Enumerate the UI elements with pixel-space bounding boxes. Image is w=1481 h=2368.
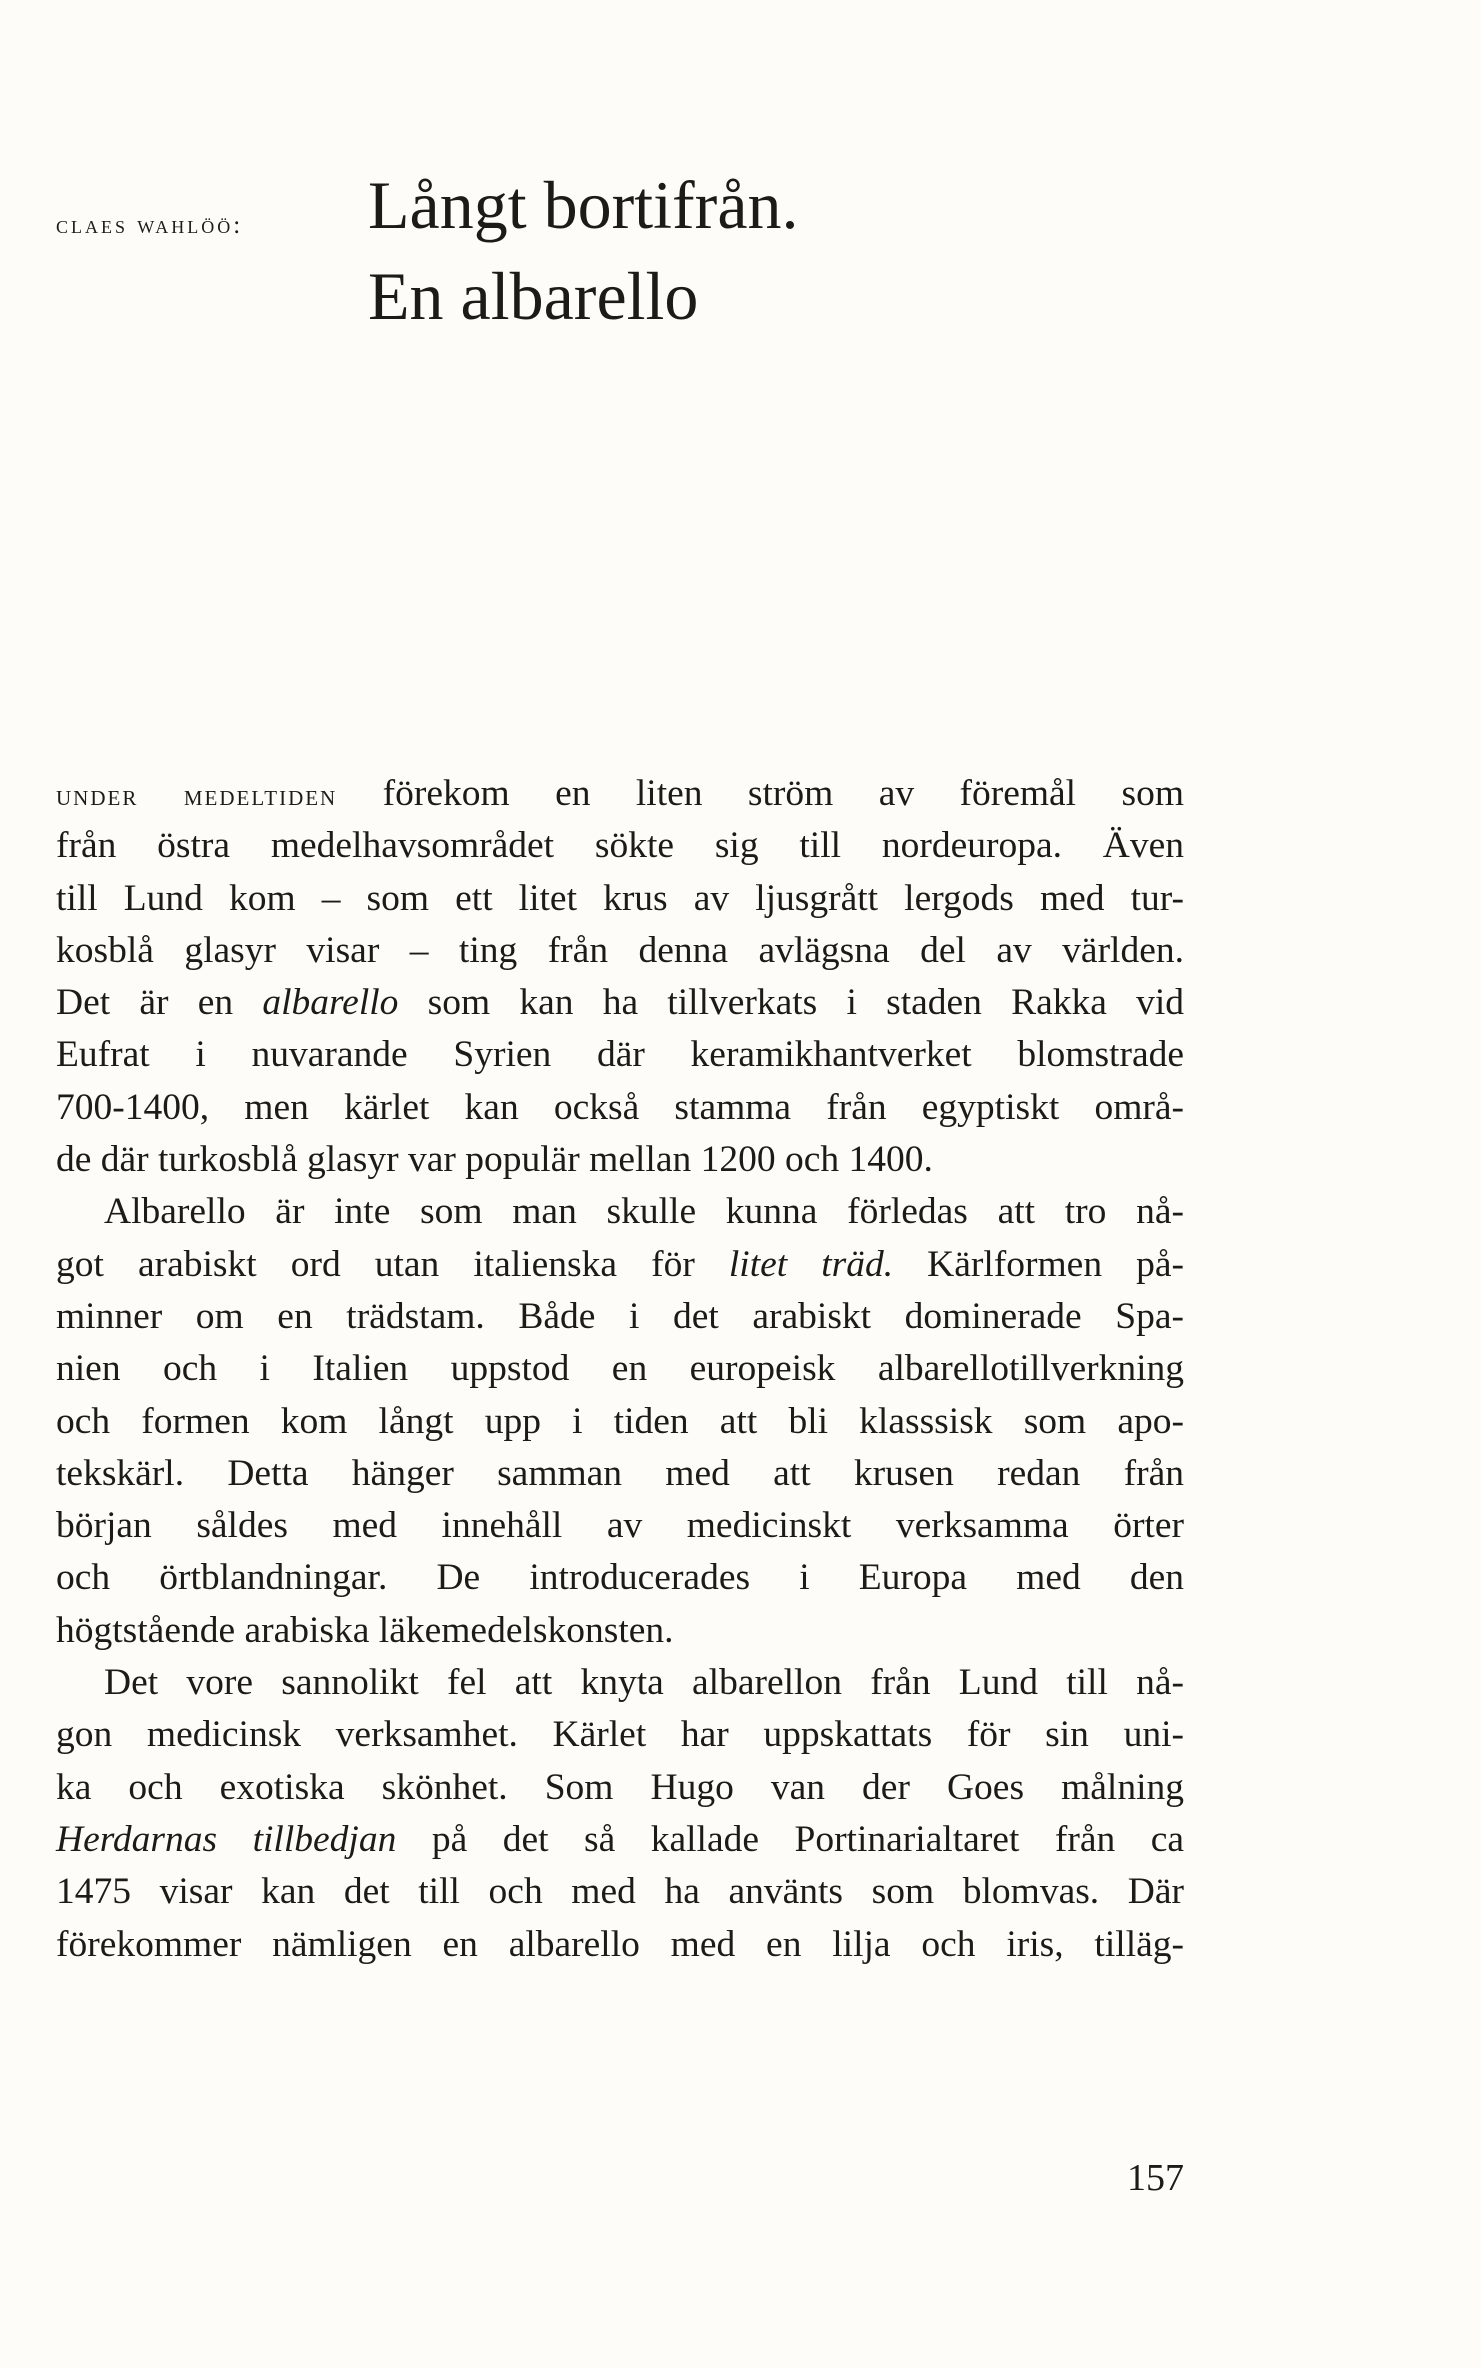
paragraph-2-line: nien och i Italien uppstod en europeisk albarellotillverkning	[56, 1348, 1184, 1390]
chapter-title-line-1: Långt bortifrån.	[368, 167, 799, 243]
chapter-title-line-2: En albarello	[368, 258, 699, 334]
italic-term: litet träd.	[728, 1243, 894, 1285]
paragraph-2-line: högtstående arabiska läkemedelskonsten.	[56, 1609, 674, 1651]
paragraph-2-line: minner om en trädstam. Både i det arabiskt dominerade Spa-	[56, 1295, 1184, 1337]
chapter-title	[368, 160, 1068, 342]
paragraph-1-line: Det är en albarello som kan ha tillverkats i staden Rakka vid	[56, 982, 1185, 1024]
paragraph-2-line: Albarello är inte som man skulle kunna förledas att tro nå-	[104, 1191, 1184, 1233]
paragraph-1-line: kosblå glasyr visar – ting från denna avlägsna del av världen.	[56, 929, 1184, 971]
paragraph-1-line: 700-1400, men kärlet kan också stamma från egyptiskt områ-	[56, 1086, 1184, 1128]
italic-title: Herdarnas tillbedjan	[56, 1818, 397, 1860]
italic-term: albarello	[262, 982, 399, 1024]
paragraph-2-line: och örtblandningar. De introducerades i Europa med den	[56, 1557, 1184, 1599]
author-name: claes wahlöö:	[56, 212, 244, 239]
paragraph-3-line: Det vore sannolikt fel att knyta albarellon från Lund till nå-	[104, 1662, 1184, 1704]
body-text	[56, 768, 1184, 1971]
paragraph-3-line: ka och exotiska skönhet. Som Hugo van der Goes målning	[56, 1766, 1184, 1808]
paragraph-2-line: got arabiskt ord utan italienska för litet träd. Kärlformen på-	[56, 1243, 1184, 1285]
paragraph-1-line: från östra medelhavsområdet sökte sig till nordeuropa. Även	[56, 825, 1184, 867]
paragraph-3-line: gon medicinsk verksamhet. Kärlet har uppskattats för sin uni-	[56, 1714, 1184, 1756]
paragraph-1-line: under medeltiden förekom en liten ström av föremål som	[56, 773, 1185, 814]
page-number: 157	[1127, 2157, 1184, 2199]
paragraph-2-line: tekskärl. Detta hänger samman med att krusen redan från	[56, 1452, 1184, 1494]
paragraph-3-line: Herdarnas tillbedjan på det så kallade Portinarialtaret från ca	[56, 1818, 1184, 1860]
paragraph-2-line: och formen kom långt upp i tiden att bli klasssisk som apo-	[56, 1400, 1184, 1442]
paragraph-3-line: 1475 visar kan det till och med ha använts som blomvas. Där	[56, 1871, 1184, 1913]
paragraph-3-line: förekommer nämligen en albarello med en lilja och iris, tilläg-	[56, 1923, 1184, 1965]
paragraph-1-line: till Lund kom – som ett litet krus av ljusgrått lergods med tur-	[56, 877, 1184, 919]
paragraph-2-line: början såldes med innehåll av medicinskt verksamma örter	[56, 1505, 1184, 1547]
lead-in-small-caps: under medeltiden	[56, 779, 338, 812]
paragraph-1-line: Eufrat i nuvarande Syrien där keramikhantverket blomstrade	[56, 1034, 1184, 1076]
paragraph-1-line: de där turkosblå glasyr var populär mellan 1200 och 1400.	[56, 1139, 933, 1181]
